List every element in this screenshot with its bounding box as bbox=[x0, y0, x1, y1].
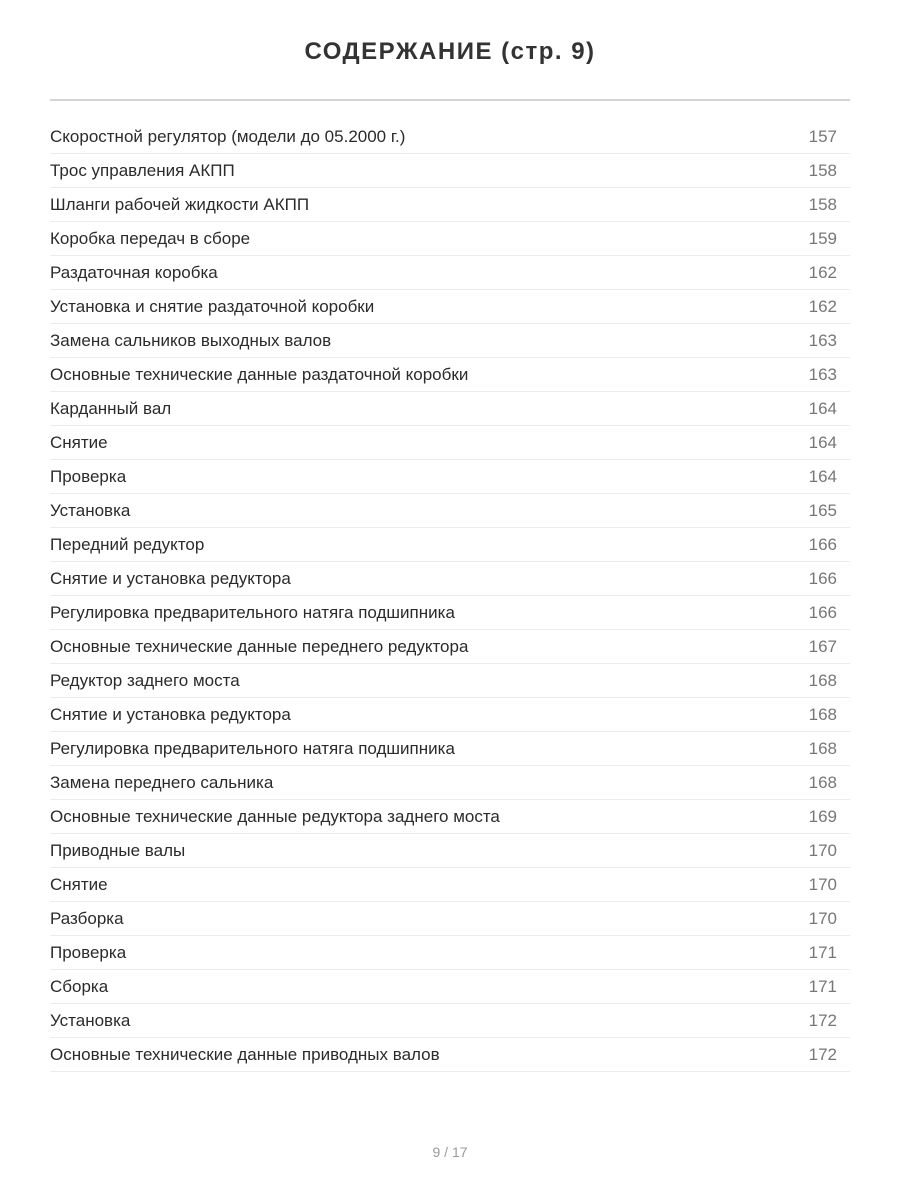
toc-entry-title: Редуктор заднего моста bbox=[50, 670, 240, 690]
toc-entry[interactable] bbox=[50, 290, 850, 324]
toc-entry-title: Сборка bbox=[50, 976, 109, 996]
toc-entry-page: 164 bbox=[808, 466, 837, 486]
toc-entry[interactable] bbox=[50, 936, 850, 970]
toc-entry[interactable] bbox=[50, 766, 850, 800]
toc-entry[interactable] bbox=[50, 630, 850, 664]
toc-entry[interactable] bbox=[50, 800, 850, 834]
toc-entry-title: Проверка bbox=[50, 942, 127, 962]
toc-entry-page: 162 bbox=[808, 296, 837, 316]
toc-entry-page: 165 bbox=[808, 500, 837, 520]
toc-entry-page: 162 bbox=[808, 262, 837, 282]
toc-entry[interactable] bbox=[50, 120, 850, 154]
page-title: СОДЕРЖАНИЕ (стр. 9) bbox=[304, 38, 596, 65]
toc-entry[interactable] bbox=[50, 596, 850, 630]
toc-entry-title: Разборка bbox=[50, 908, 124, 928]
toc-entry-page: 163 bbox=[808, 364, 837, 384]
toc-entry-page: 166 bbox=[808, 602, 837, 622]
toc-entry[interactable] bbox=[50, 222, 850, 256]
toc-entry-page: 166 bbox=[808, 568, 837, 588]
toc-entry-title: Основные технические данные раздаточной коробки bbox=[50, 364, 469, 384]
toc-entry-title: Основные технические данные приводных валов bbox=[50, 1044, 440, 1064]
toc-entry[interactable] bbox=[50, 562, 850, 596]
toc-entry-page: 170 bbox=[808, 840, 837, 860]
toc-entry-page: 171 bbox=[808, 976, 837, 996]
toc-entry-page: 168 bbox=[808, 772, 837, 792]
toc-entry-page: 159 bbox=[808, 228, 837, 248]
toc-entry[interactable] bbox=[50, 1038, 850, 1072]
toc-entry-page: 167 bbox=[808, 636, 837, 656]
toc-entry[interactable] bbox=[50, 188, 850, 222]
toc-entry[interactable] bbox=[50, 426, 850, 460]
toc-entry-title: Снятие bbox=[50, 432, 108, 452]
toc-entry-title: Передний редуктор bbox=[50, 534, 205, 554]
toc-entry-title: Скоростной регулятор (модели до 05.2000 г.) bbox=[50, 126, 406, 146]
toc-entry-page: 168 bbox=[808, 704, 837, 724]
page-indicator: 9 / 17 bbox=[432, 1144, 468, 1160]
toc-entry-page: 158 bbox=[808, 160, 837, 180]
toc-entry[interactable] bbox=[50, 460, 850, 494]
toc-entry-title: Проверка bbox=[50, 466, 127, 486]
toc-entry[interactable] bbox=[50, 834, 850, 868]
toc-entry-title: Регулировка предварительного натяга подшипника bbox=[50, 602, 455, 622]
toc-entry-title: Карданный вал bbox=[50, 398, 172, 418]
toc-entry-page: 169 bbox=[808, 806, 837, 826]
toc-entry-page: 168 bbox=[808, 738, 837, 758]
toc-entry-page: 164 bbox=[808, 398, 837, 418]
toc-entry-title: Снятие bbox=[50, 874, 108, 894]
toc-entry-page: 171 bbox=[808, 942, 837, 962]
toc-entry[interactable] bbox=[50, 358, 850, 392]
toc-entry-page: 168 bbox=[808, 670, 837, 690]
toc-entry[interactable] bbox=[50, 732, 850, 766]
toc-entry-page: 163 bbox=[808, 330, 837, 350]
toc-entry-title: Регулировка предварительного натяга подшипника bbox=[50, 738, 455, 758]
toc-entry[interactable] bbox=[50, 256, 850, 290]
title-divider bbox=[50, 99, 850, 101]
toc-entry-page: 166 bbox=[808, 534, 837, 554]
toc-entry-title: Установка bbox=[50, 1010, 131, 1030]
toc-entry-title: Установка bbox=[50, 500, 131, 520]
toc-entry-title: Трос управления АКПП bbox=[50, 160, 235, 180]
toc-entry-title: Снятие и установка редуктора bbox=[50, 568, 291, 588]
toc-entry-page: 172 bbox=[808, 1044, 837, 1064]
toc-entry[interactable] bbox=[50, 528, 850, 562]
toc-entry-title: Приводные валы bbox=[50, 840, 186, 860]
toc-entry[interactable] bbox=[50, 664, 850, 698]
toc-entry-title: Замена переднего сальника bbox=[50, 772, 274, 792]
toc-entry-page: 170 bbox=[808, 874, 837, 894]
toc-entry-title: Замена сальников выходных валов bbox=[50, 330, 332, 350]
toc-entry[interactable] bbox=[50, 1004, 850, 1038]
toc-entry-title: Раздаточная коробка bbox=[50, 262, 218, 282]
toc-entry-title: Установка и снятие раздаточной коробки bbox=[50, 296, 375, 316]
toc-entry[interactable] bbox=[50, 902, 850, 936]
toc-entry-page: 164 bbox=[808, 432, 837, 452]
toc-entry-page: 172 bbox=[808, 1010, 837, 1030]
toc-entry[interactable] bbox=[50, 494, 850, 528]
toc-entry[interactable] bbox=[50, 392, 850, 426]
table-of-contents bbox=[50, 120, 850, 1072]
toc-entry[interactable] bbox=[50, 970, 850, 1004]
toc-entry-title: Снятие и установка редуктора bbox=[50, 704, 291, 724]
toc-entry-title: Основные технические данные редуктора заднего моста bbox=[50, 806, 500, 826]
toc-entry[interactable] bbox=[50, 698, 850, 732]
toc-entry-page: 157 bbox=[808, 126, 837, 146]
toc-entry[interactable] bbox=[50, 868, 850, 902]
toc-entry-title: Шланги рабочей жидкости АКПП bbox=[50, 194, 310, 214]
toc-entry-page: 158 bbox=[808, 194, 837, 214]
toc-entry-title: Коробка передач в сборе bbox=[50, 228, 251, 248]
toc-entry-title: Основные технические данные переднего редуктора bbox=[50, 636, 469, 656]
toc-entry-page: 170 bbox=[808, 908, 837, 928]
toc-entry[interactable] bbox=[50, 154, 850, 188]
toc-entry[interactable] bbox=[50, 324, 850, 358]
